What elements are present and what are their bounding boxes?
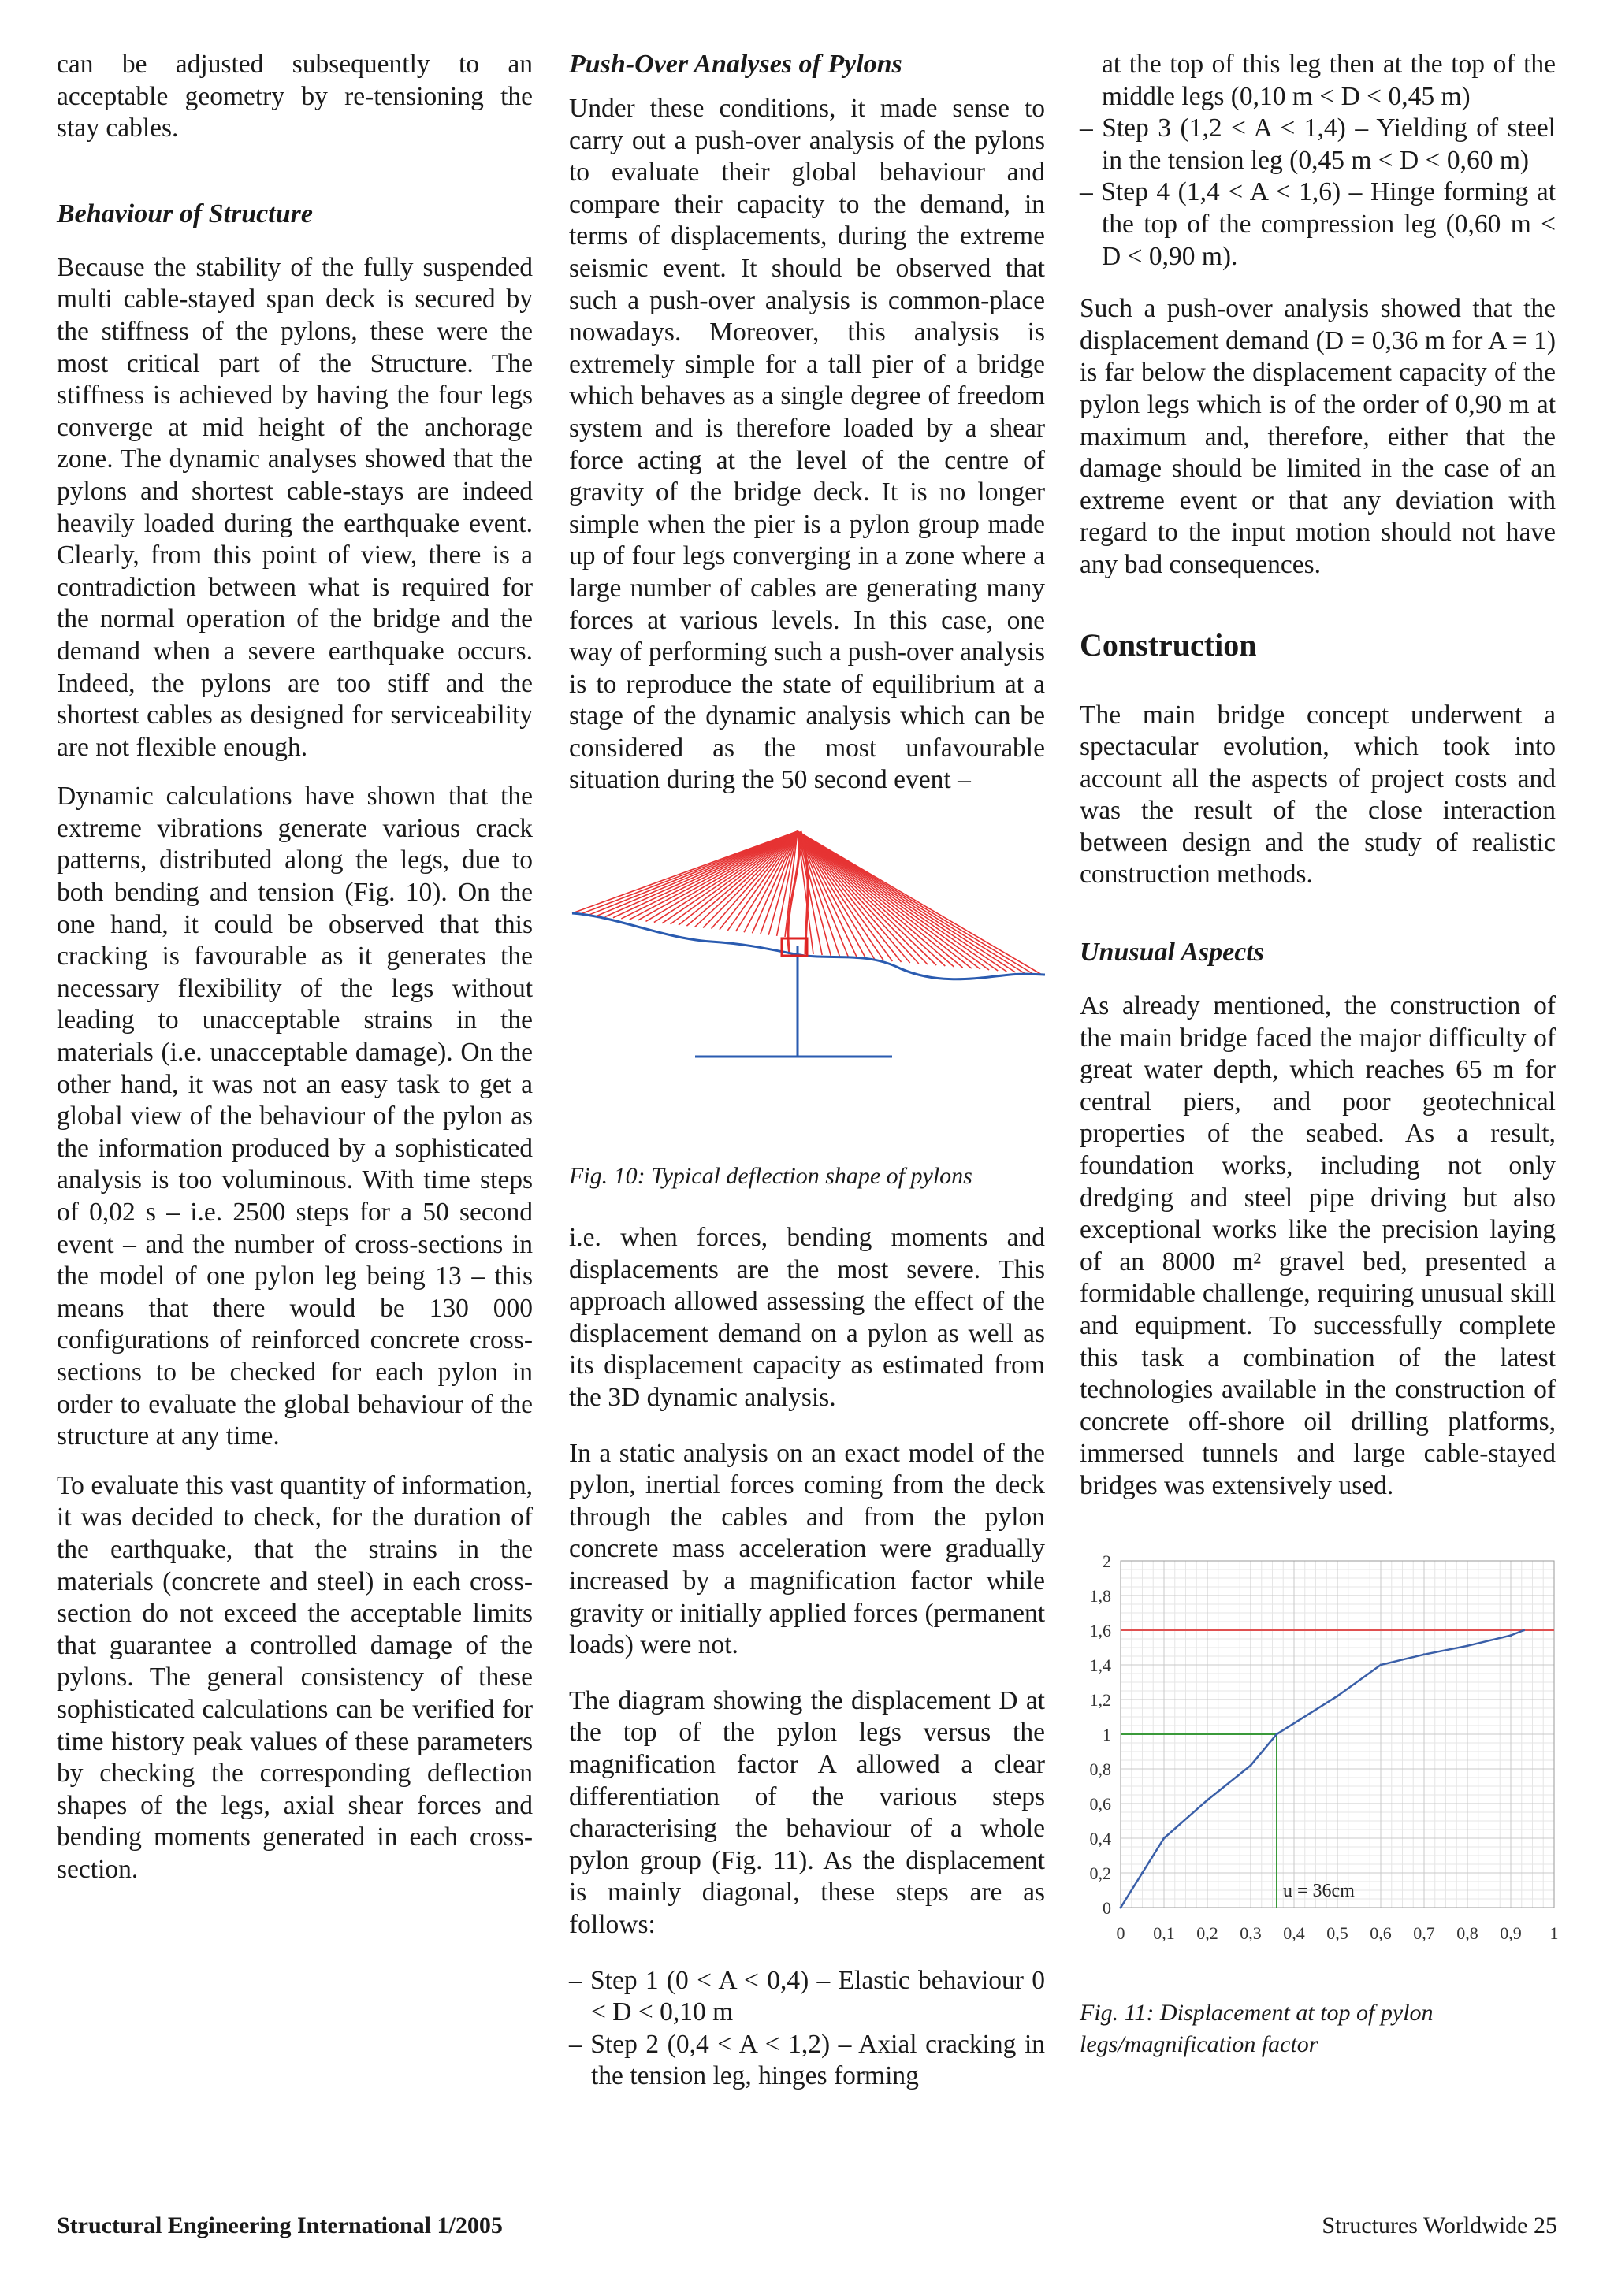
y-tick-label: 1,6 <box>1089 1620 1111 1640</box>
section-heading: Push-Over Analyses of Pylons <box>569 50 902 79</box>
data-point <box>1120 1906 1122 1908</box>
data-point <box>1141 1871 1144 1874</box>
column-1 <box>57 49 533 1903</box>
x-tick-label: 0,3 <box>1240 1923 1262 1943</box>
figure-caption: Fig. 11: Displacement at top of pylon legs/magnification factor <box>1080 1999 1434 2057</box>
data-point <box>1163 1837 1166 1839</box>
x-tick-label: 0,8 <box>1456 1923 1478 1943</box>
section-heading: Unusual Aspects <box>1080 938 1264 968</box>
x-tick-label: 0,2 <box>1196 1923 1218 1943</box>
data-point <box>1207 1799 1209 1801</box>
list-item: – Step 1 (0 < A < 0,4) – Elastic behaviour 0 < D < 0,10 m <box>569 1965 1045 2027</box>
paragraph: To evaluate this vast quantity of information, it was decided to check, for the duration of the earthquake, that the strains in the materials (concrete and steel) in each cross-section do not exceed the acceptable limits that guarantee a controlled damage of the pylons. The general consistency of these sophisticated calculations can be verified for time history peak values of these parameters by checking the corresponding deflection shapes of the legs, axial shear forces and bending moments generated in each cross-section. <box>57 1470 533 1884</box>
cable-line <box>798 831 972 968</box>
figure-11 <box>1080 1550 1559 1991</box>
data-point <box>1423 1653 1426 1655</box>
paragraph: In a static analysis on an exact model of the pylon, inertial forces coming from the deck through the cables and from the pylon concrete mass acceleration were gradually increased by a magnification factor while gravity or initially applied forces (permanent loads) were not. <box>569 1438 1045 1660</box>
data-point <box>1337 1695 1339 1697</box>
cable-line <box>798 831 998 971</box>
y-tick-label: 1,2 <box>1089 1689 1111 1710</box>
paragraph: i.e. when forces, bending moments and displacements are the most severe. This approach allowed assessing the effect of the displacement demand on a pylon as well as its displacement capacity as estimated from the 3D dynamic analysis. <box>569 1223 1045 1413</box>
y-tick-label: 0,8 <box>1089 1759 1111 1779</box>
column-3 <box>1080 49 1559 2060</box>
cable-line <box>695 831 798 927</box>
footer-section-page: Structures Worldwide 25 <box>1322 2212 1557 2238</box>
paragraph: The main bridge concept underwent a spectacular evolution, which took into account all the aspects of project costs and was the result of the close interaction between design and the study of realistic construction methods. <box>1080 700 1556 890</box>
x-tick-label: 0,1 <box>1153 1923 1175 1943</box>
data-point <box>1467 1644 1469 1647</box>
steps-list <box>1080 113 1556 273</box>
y-tick-label: 0,2 <box>1089 1863 1111 1883</box>
cable-line <box>712 831 798 929</box>
paragraph: The diagram showing the displacement D at the top of the pylon legs versus the magnification factor A allowed a clear differentiation of the various steps characterising the behaviour of a whole pylon group (Fig. 11). As the displacement is mainly diagonal, these steps are as follows: <box>569 1685 1045 1939</box>
cable-line <box>605 831 798 917</box>
y-tick-label: 1,4 <box>1089 1655 1111 1675</box>
list-continuation: at the top of this leg then at the top of the middle legs (0,10 m < D < 0,45 m) <box>1102 50 1556 111</box>
y-tick-label: 1 <box>1103 1724 1111 1744</box>
cable-line <box>671 831 798 924</box>
paragraph: As already mentioned, the construction of the main bridge faced the major difficulty of great water depth, which reaches 65 m for central piers, and poor geotechnical properties of the seabed. As a result, foundation works, including not only dredging and steel pipe driving but also exceptional works like the precision laying of an 8000 m² gravel bed, presented a formidable challenge, requiring unusual skill and equipment. To successfully complete this task a combination of the latest technologies available in the construction of concrete off-shore oil drilling platforms, immersed tunnels and large cable-stayed bridges was extensively used. <box>1080 991 1556 1500</box>
list-item: – Step 3 (1,2 < A < 1,4) – Yielding of steel in the tension leg (0,45 m < D < 0,60 m) <box>1080 113 1556 175</box>
paragraph: can be adjusted subsequently to an acceptable geometry by re-tensioning the stay cables. <box>57 50 533 143</box>
cable-line <box>798 831 989 970</box>
y-tick-label: 2 <box>1103 1551 1111 1571</box>
steps-list <box>569 1965 1045 2093</box>
paragraph: Because the stability of the fully suspended multi cable-stayed span deck is secured by the stiffness of the pylons, these were the most critical part of the Structure. The stiffness is achieved by having the four legs converge at mid height of the anchorage zone. The dynamic analyses showed that the pylons and shortest cable-stays are indeed heavily loaded during the earthquake event. Clearly, from this point of view, there is a contradiction between what is required for the normal operation of the bridge and the demand when a severe earthquake occurs. Indeed, the pylons are too stiff and the shortest cables as designed for serviceability are not flexible enough. <box>57 252 533 762</box>
column-2 <box>569 49 1045 2093</box>
cable-line <box>798 831 963 968</box>
data-point <box>1510 1634 1512 1637</box>
figure-10 <box>569 820 1045 1167</box>
annotation-label: u = 36cm <box>1283 1880 1355 1901</box>
figure-caption: Fig. 10: Typical deflection shape of pylons <box>569 1163 972 1190</box>
cable-line <box>613 831 798 918</box>
cable-line <box>630 831 798 920</box>
pushover-chart <box>1080 1550 1559 1991</box>
x-tick-label: 0,5 <box>1326 1923 1348 1943</box>
x-tick-label: 0 <box>1116 1923 1125 1943</box>
x-tick-label: 1 <box>1549 1923 1559 1943</box>
cable-line <box>798 831 936 965</box>
x-tick-label: 0,7 <box>1413 1923 1435 1943</box>
data-point <box>1276 1733 1278 1735</box>
list-item: – Step 2 (0,4 < A < 1,2) – Axial cracking in the tension leg, hinges forming <box>569 2029 1045 2091</box>
y-tick-label: 1,8 <box>1089 1585 1111 1606</box>
section-heading: Behaviour of Structure <box>57 199 313 228</box>
x-tick-label: 0,9 <box>1500 1923 1522 1943</box>
x-tick-label: 0,6 <box>1370 1923 1392 1943</box>
pylon-deflection-figure <box>569 820 1045 1167</box>
list-item: – Step 4 (1,4 < A < 1,6) – Hinge forming at the top of the compression leg (0,60 m < D < 0,90 m). <box>1080 177 1556 271</box>
y-tick-label: 0,6 <box>1089 1793 1111 1814</box>
data-point <box>1523 1629 1525 1631</box>
y-tick-label: 0 <box>1103 1897 1111 1918</box>
data-point <box>1250 1764 1252 1767</box>
paragraph: Dynamic calculations have shown that the extreme vibrations generate various crack patterns, distributed along the legs, due to both bending and tension (Fig. 10). On the one hand, it could be observed that this cracking is favourable as it generates the necessary flexibility of the legs without leading to unacceptable strains in the materials (i.e. unacceptable damage). On the other hand, it was not an easy task to get a global view of the behaviour of the pylon as the information produced by a sophisticated analysis is too voluminous. With time steps of 0,02 s – i.e. 2500 steps for a 50 second event – and the number of cross-sections in the model of one pylon leg being 13 – this means that there would be 130 000 configurations of reinforced concrete cross-sections to be checked for each pylon in order to evaluate the global behaviour of the structure at any time. <box>57 782 533 1451</box>
paragraph: Under these conditions, it made sense to carry out a push-over analysis of the pylons to evaluate their global behaviour and compare their capacity to the demand, in terms of displacements, during the extreme seismic event. It should be observed that such a push-over analysis is common-place nowadays. Moreover, this analysis is extremely simple for a tall pier of a bridge which behaves as a single degree of freedom system and is therefore loaded by a shear force acting at the level of the centre of gravity of the bridge deck. It is no longer simple when the pier is a pylon group made up of four legs converging in a zone where a large number of cables are generating many forces at various levels. In this case, one way of performing such a push-over analysis is to reproduce the state of equilibrium at a stage of the dynamic analysis which can be considered as the most unfavourable situation during the 50 second event – <box>569 94 1045 795</box>
section-heading: Construction <box>1080 626 1257 663</box>
y-tick-label: 0,4 <box>1089 1828 1111 1848</box>
x-tick-label: 0,4 <box>1283 1923 1305 1943</box>
footer-journal: Structural Engineering International 1/2005 <box>57 2212 503 2238</box>
data-point <box>1380 1663 1382 1666</box>
paragraph: Such a push-over analysis showed that the displacement demand (D = 0,36 m for A = 1) is far below the displacement capacity of the pylon legs which is of the order of 0,90 m at maximum and, therefore, either that the damage should be limited in the case of an extreme event or that any deviation with regard to the input motion should not have any bad consequences. <box>1080 294 1556 579</box>
